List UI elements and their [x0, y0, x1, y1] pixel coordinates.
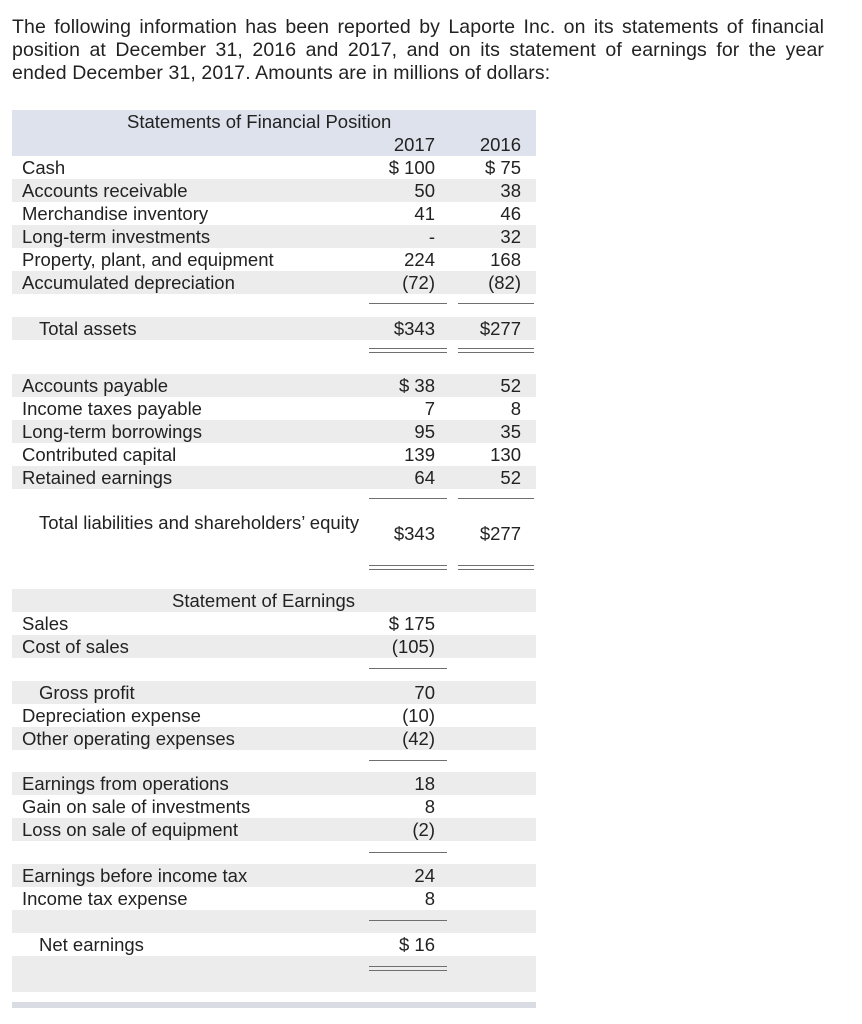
row-label: Depreciation expense	[22, 705, 201, 726]
value-2016: $277	[479, 523, 521, 544]
value-2016: 32	[500, 226, 521, 247]
table-row	[12, 772, 536, 795]
table-row	[12, 248, 536, 271]
table-row	[12, 727, 536, 750]
year-header-row	[12, 133, 536, 156]
row-label: Long-term investments	[22, 226, 211, 247]
row-label: Earnings from operations	[22, 773, 229, 794]
underline	[369, 668, 447, 669]
total-assets-row	[12, 317, 536, 340]
table-row	[12, 443, 536, 466]
table-row	[12, 704, 536, 727]
double-underline	[369, 970, 447, 971]
value: (2)	[412, 819, 435, 840]
value-2017: $343	[393, 318, 435, 339]
value-2017: $ 100	[388, 157, 435, 178]
value: $ 16	[398, 934, 435, 955]
value-2016: (82)	[488, 272, 521, 293]
row-label: Gain on sale of investments	[22, 796, 251, 817]
double-underline	[458, 348, 534, 349]
net-earnings-row	[12, 933, 536, 956]
value-2017: 41	[414, 203, 435, 224]
double-underline	[369, 569, 447, 570]
value-2016: 38	[500, 180, 521, 201]
value: 70	[414, 682, 435, 703]
table-row	[12, 612, 536, 635]
value-2016: 46	[500, 203, 521, 224]
value-2017: (72)	[402, 272, 435, 293]
soe-title: Statement of Earnings	[172, 590, 356, 611]
row-label: Contributed capital	[22, 444, 177, 465]
value-2017: 64	[414, 467, 435, 488]
row-label: Property, plant, and equipment	[22, 249, 274, 270]
value: 8	[424, 796, 435, 817]
table-row	[12, 374, 536, 397]
double-underline	[458, 352, 534, 353]
row-label: Accumulated depreciation	[22, 272, 235, 293]
underline	[369, 920, 447, 921]
row-label: Other operating expenses	[22, 728, 235, 749]
value-2017: 224	[404, 249, 435, 270]
table-row	[12, 887, 536, 910]
spacer-row	[12, 956, 536, 992]
row-label: Retained earnings	[22, 467, 173, 488]
value-2016: 168	[490, 249, 521, 270]
intro-paragraph: The following information has been reported by Laporte Inc. on its statements of financial position at December 31, 2016 and 2017, and on its statement of earnings for the year ended December 31, 2017. Amounts are in millions of dollars:	[12, 16, 824, 84]
value-2016: 52	[500, 467, 521, 488]
double-underline	[369, 565, 447, 566]
double-underline	[369, 966, 447, 967]
row-label: Net earnings	[39, 934, 144, 955]
value-2017: 7	[424, 398, 435, 419]
spacer-row	[12, 294, 536, 317]
row-label: Cost of sales	[22, 636, 129, 657]
table-row	[12, 420, 536, 443]
value-2017: $ 38	[398, 375, 435, 396]
underline	[369, 760, 447, 761]
spacer-row	[12, 910, 536, 933]
value-2016: 52	[500, 375, 521, 396]
table-row	[12, 271, 536, 294]
sfp-title: Statements of Financial Position	[127, 111, 392, 132]
underline	[458, 498, 534, 499]
value: $ 175	[388, 613, 435, 634]
row-label: Sales	[22, 613, 69, 634]
table-row	[12, 466, 536, 489]
row-label: Cash	[22, 157, 66, 178]
row-label: Income taxes payable	[22, 398, 202, 419]
double-underline	[458, 565, 534, 566]
row-label	[39, 511, 379, 534]
table-row	[12, 681, 536, 704]
row-label: Long-term borrowings	[22, 421, 202, 442]
soe-title-row	[12, 589, 536, 612]
row-label: Gross profit	[39, 682, 135, 703]
underline	[458, 303, 534, 304]
total-liab-label-text: Total liabilities and shareholders’ equity	[39, 512, 360, 533]
value-2017: 139	[404, 444, 435, 465]
value: (10)	[402, 705, 435, 726]
value-2016: 35	[500, 421, 521, 442]
year-2016-header: 2016	[479, 134, 521, 155]
underline	[369, 303, 447, 304]
value: 24	[414, 865, 435, 886]
value: 8	[424, 888, 435, 909]
year-2017-header: 2017	[393, 134, 435, 155]
value-2017: -	[428, 226, 435, 247]
total-liabilities-row	[12, 511, 536, 557]
value-2017: 50	[414, 180, 435, 201]
row-label: Accounts receivable	[22, 180, 188, 201]
value: (105)	[391, 636, 435, 657]
value-2016: 8	[510, 398, 521, 419]
double-underline	[369, 352, 447, 353]
table-row	[12, 818, 536, 841]
table-row	[12, 202, 536, 225]
table-row	[12, 397, 536, 420]
underline	[369, 498, 447, 499]
value: 18	[414, 773, 435, 794]
sfp-title-row	[12, 110, 536, 133]
table-row	[12, 635, 536, 658]
double-underline	[369, 348, 447, 349]
value-2016: $277	[479, 318, 521, 339]
row-label: Income tax expense	[22, 888, 188, 909]
table-row	[12, 864, 536, 887]
table-row	[12, 179, 536, 202]
row-label: Merchandise inventory	[22, 203, 209, 224]
table-bottom-border	[12, 1002, 536, 1008]
value-2016: $ 75	[484, 157, 521, 178]
row-label: Total assets	[39, 318, 137, 339]
row-label: Accounts payable	[22, 375, 169, 396]
table-row	[12, 795, 536, 818]
table-row	[12, 156, 536, 179]
double-underline	[458, 569, 534, 570]
underline	[369, 852, 447, 853]
row-label: Earnings before income tax	[22, 865, 248, 886]
value-2016: 130	[490, 444, 521, 465]
value: (42)	[402, 728, 435, 749]
value-2017: 95	[414, 421, 435, 442]
row-label: Loss on sale of equipment	[22, 819, 238, 840]
table-row	[12, 225, 536, 248]
value-2017: $343	[393, 523, 435, 544]
